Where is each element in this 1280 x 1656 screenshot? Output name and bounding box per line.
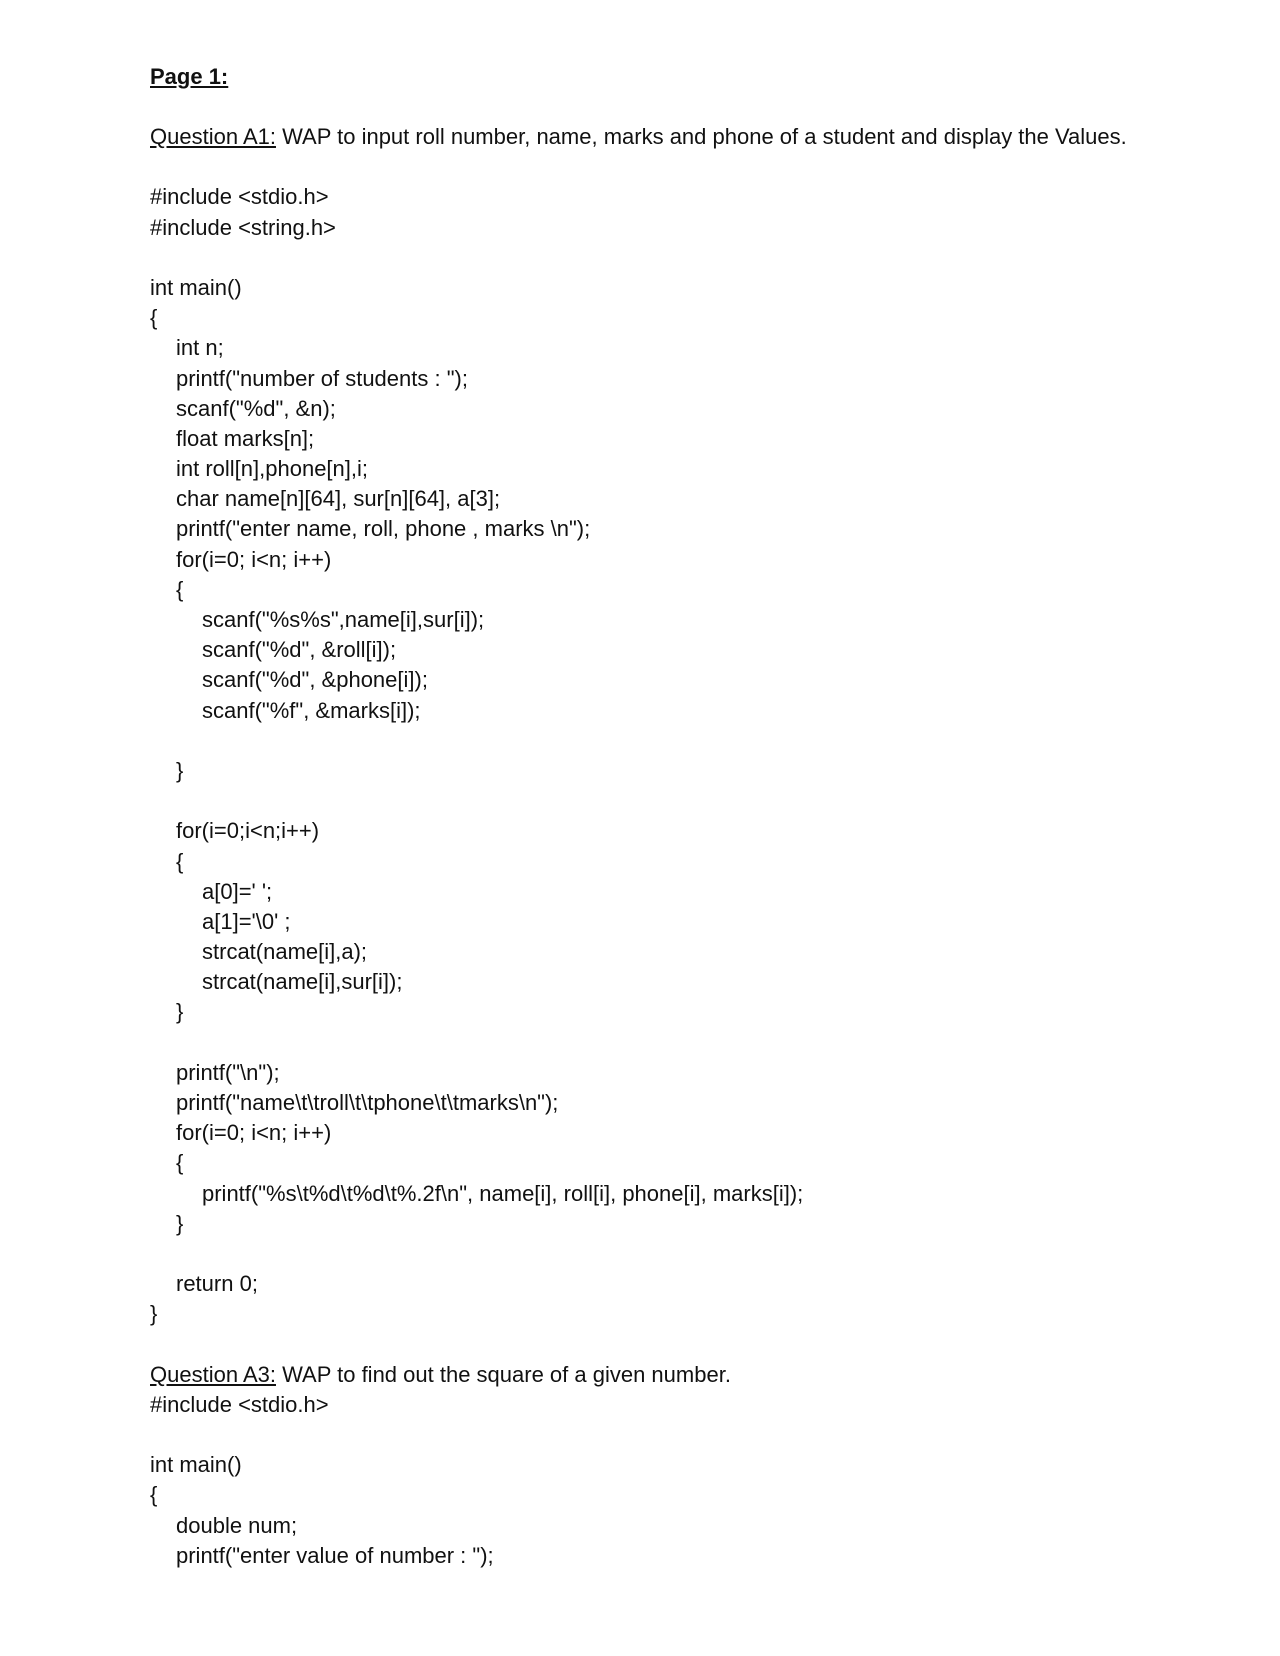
code-line: { — [150, 1482, 158, 1508]
code-line: a[1]='\0' ; — [202, 908, 291, 934]
code-line: { — [150, 305, 158, 331]
code-line: strcat(name[i],a); — [202, 939, 368, 965]
code-line: int main() — [150, 1452, 242, 1478]
code-line: } — [150, 1301, 158, 1327]
code-line: { — [176, 1150, 184, 1176]
code-line: for(i=0;i<n;i++) — [176, 818, 320, 844]
code-line: double num; — [176, 1512, 298, 1538]
code-line: printf("name\t\troll\t\tphone\t\tmarks\n"); — [176, 1090, 559, 1116]
code-line: for(i=0; i<n; i++) — [176, 1120, 332, 1146]
code-line — [150, 152, 1230, 182]
code-line: float marks[n]; — [176, 425, 315, 451]
document-page — [150, 62, 1230, 1571]
code-line: } — [176, 757, 184, 783]
code-line — [150, 726, 1230, 756]
code-line — [150, 1330, 1230, 1360]
code-line: scanf("%d", &phone[i]); — [202, 667, 428, 693]
code-line: for(i=0; i<n; i++) — [176, 546, 332, 572]
code-line: printf("number of students : "); — [176, 365, 468, 391]
code-line: printf("enter value of number : "); — [176, 1542, 494, 1568]
code-line: a[0]=' '; — [202, 878, 273, 904]
code-line: int main() — [150, 274, 242, 300]
code-line: { — [176, 848, 184, 874]
code-line: char name[n][64], sur[n][64], a[3]; — [176, 486, 501, 512]
question-a1 — [150, 122, 1230, 152]
code-line: return 0; — [176, 1271, 258, 1297]
question-a3 — [150, 1360, 1230, 1390]
code-line: printf("%s\t%d\t%d\t%.2f\n", name[i], roll[i], phone[i], marks[i]); — [202, 1180, 804, 1206]
code-line: { — [176, 576, 184, 602]
code-line: } — [176, 1210, 184, 1236]
code-line: #include <string.h> — [150, 214, 336, 240]
code-line: scanf("%d", &n); — [176, 395, 336, 421]
code-line: int roll[n],phone[n],i; — [176, 456, 369, 482]
code-line: scanf("%d", &roll[i]); — [202, 637, 397, 663]
code-line: scanf("%s%s",name[i],sur[i]); — [202, 607, 485, 633]
question-a3-text: WAP to find out the square of a given number. — [275, 1361, 731, 1387]
code-line: scanf("%f", &marks[i]); — [202, 697, 421, 723]
code-line — [150, 1239, 1230, 1269]
question-a1-text: WAP to input roll number, name, marks and phone of a student and display the Values. — [275, 124, 1127, 149]
code-line: } — [176, 999, 184, 1025]
code-line: #include <stdio.h> — [150, 184, 329, 210]
code-line: printf("enter name, roll, phone , marks \n"); — [176, 516, 591, 542]
code-line — [150, 1028, 1230, 1058]
code-line: printf("\n"); — [176, 1059, 280, 1085]
page-heading: Page 1: — [150, 64, 229, 89]
code-line — [150, 786, 1230, 816]
code-line: int n; — [176, 335, 224, 361]
code-line — [150, 1420, 1230, 1450]
question-a1-label: Question A1: — [150, 124, 276, 149]
code-line — [150, 243, 1230, 273]
code-line: strcat(name[i],sur[i]); — [202, 969, 403, 995]
code-block-a1 — [150, 152, 1230, 1360]
code-block-a3 — [150, 1390, 1230, 1571]
code-line: #include <stdio.h> — [150, 1391, 329, 1417]
question-a3-label: Question A3: — [150, 1361, 276, 1387]
